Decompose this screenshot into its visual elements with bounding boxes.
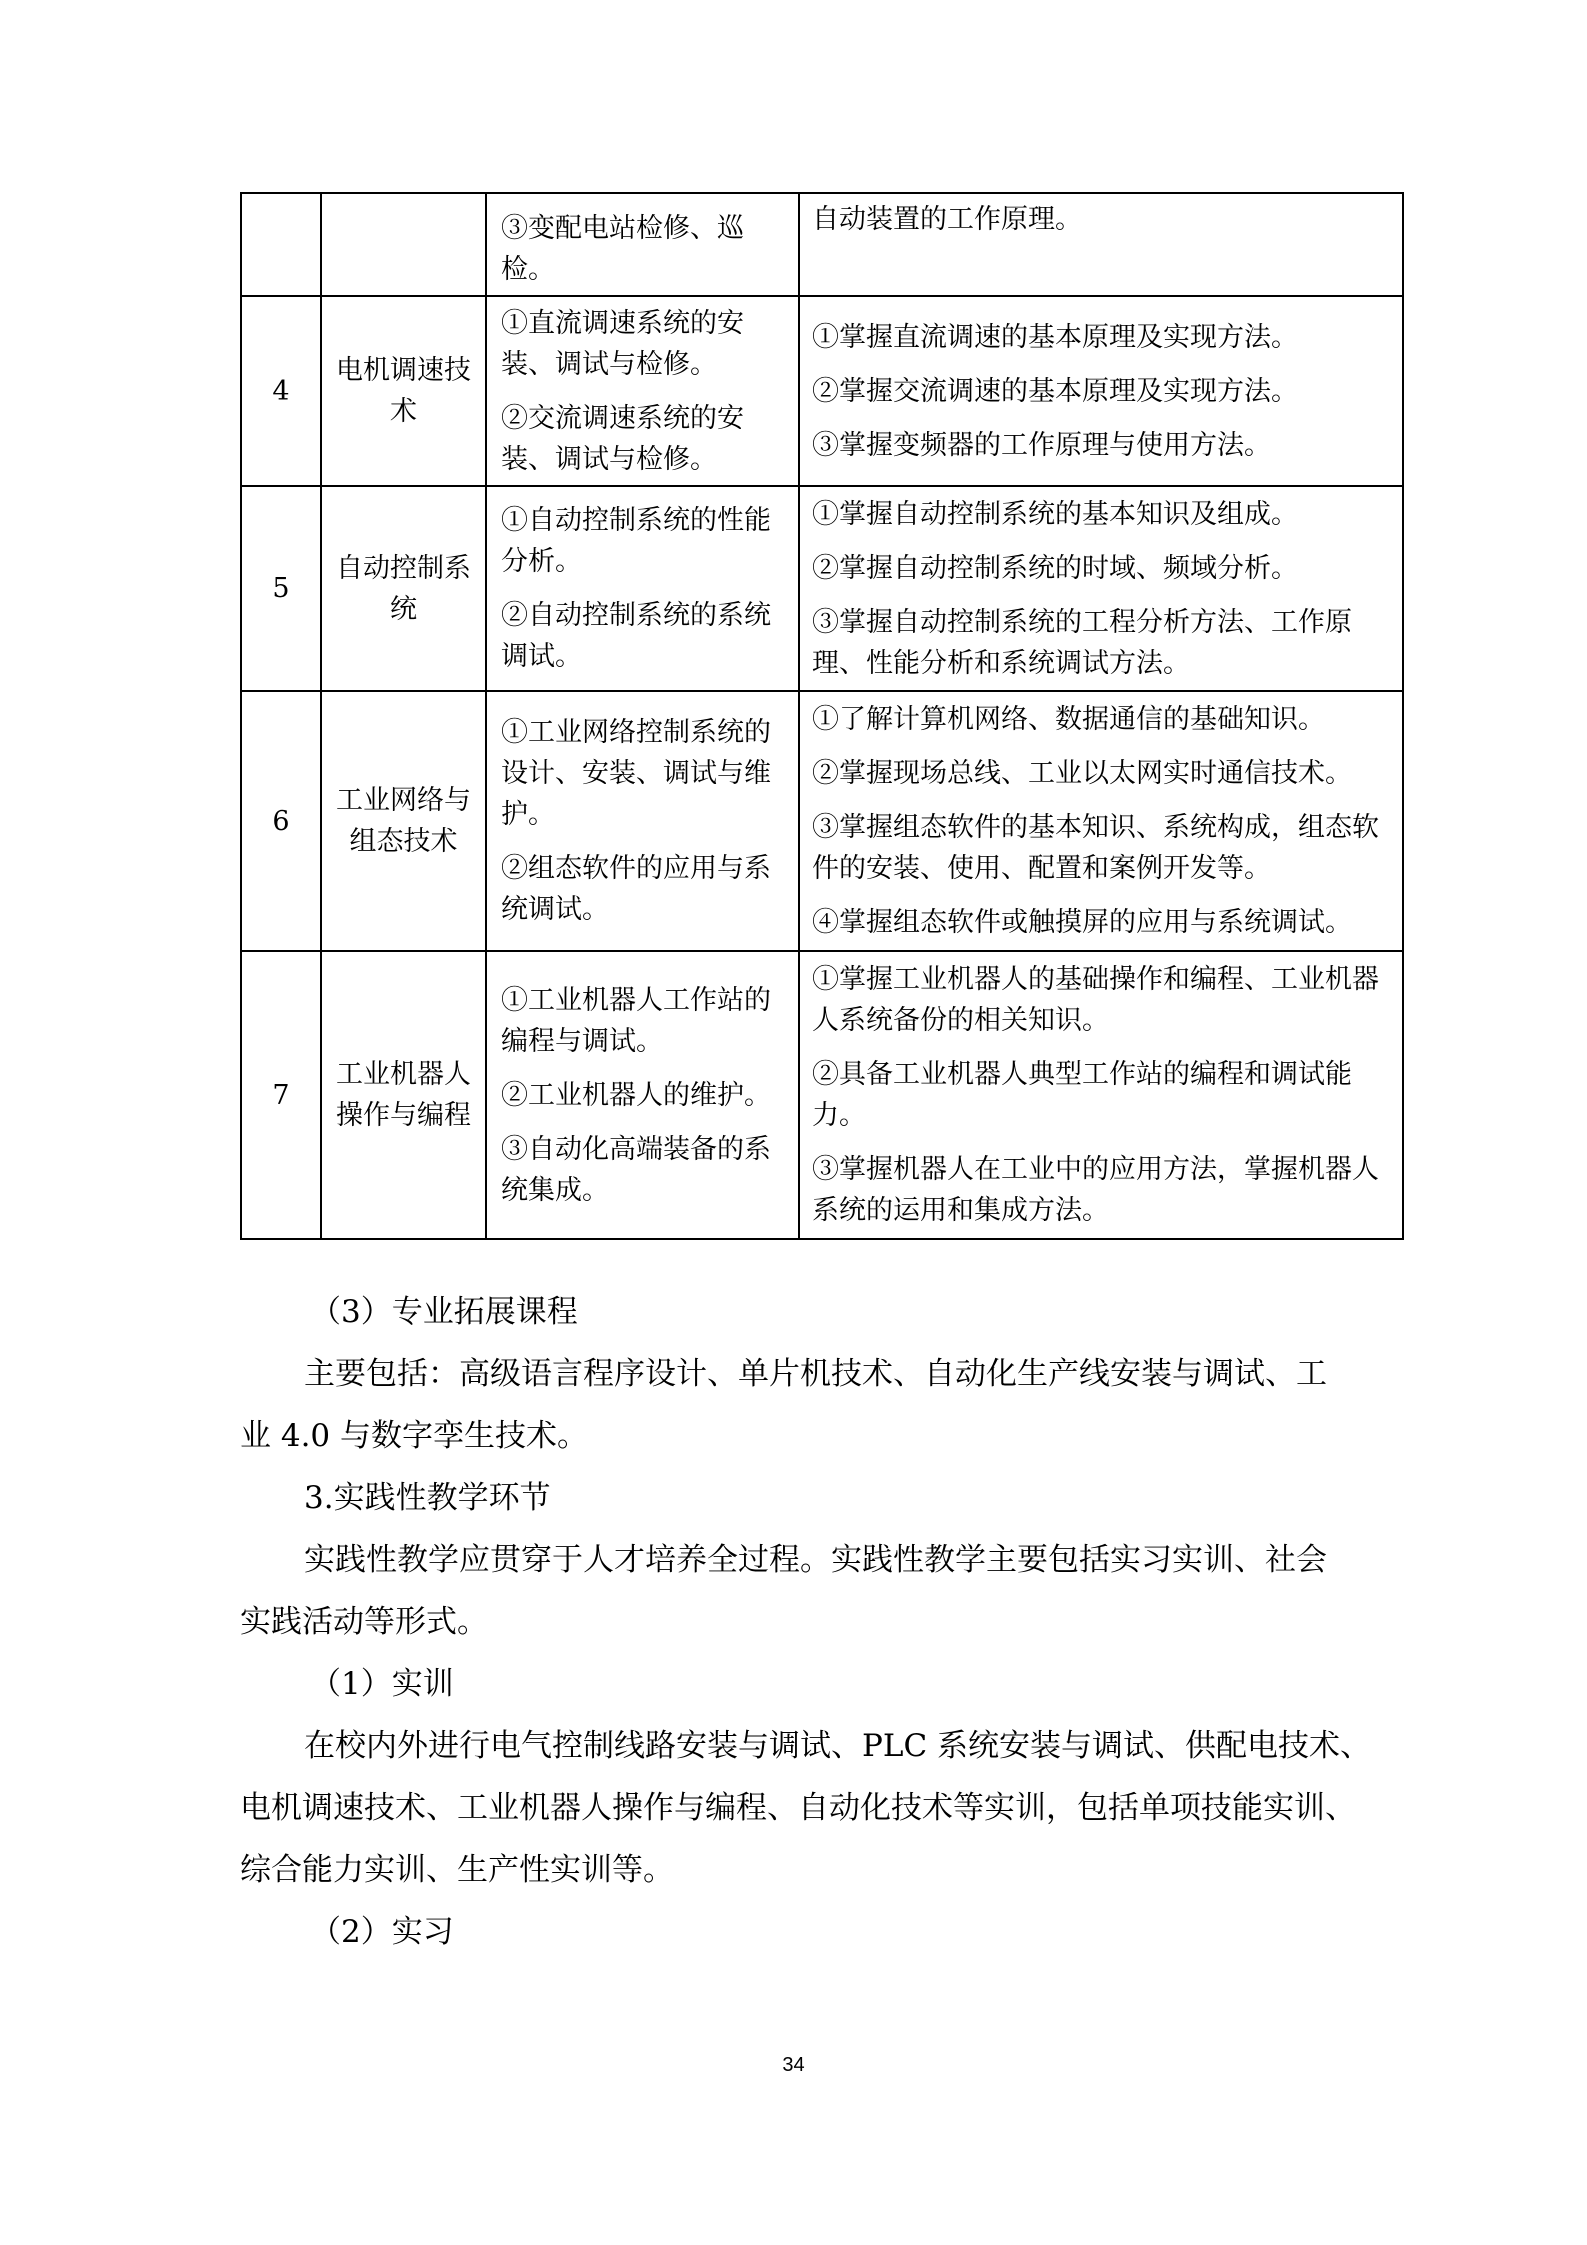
course-requirements <box>799 193 1403 296</box>
course-name: 自动控制系统 <box>321 486 486 691</box>
content-item: ②自动控制系统的系统调试。 <box>501 600 771 672</box>
course-number: 4 <box>241 296 321 486</box>
section-heading: （2）实习 <box>310 1914 454 1950</box>
requirement-item: ③掌握变频器的工作原理与使用方法。 <box>812 429 1271 461</box>
requirement-item: 自动装置的工作原理。 <box>812 204 1082 235</box>
course-table <box>240 192 1404 1240</box>
content-item: ②工业机器人的维护。 <box>501 1079 771 1111</box>
paragraph-line: 实践性教学应贯穿于人才培养全过程。实践性教学主要包括实习实训、社会 <box>304 1542 1327 1578</box>
table-row <box>241 951 1403 1239</box>
paragraph-line: 主要包括：高级语言程序设计、单片机技术、自动化生产线安装与调试、工 <box>304 1356 1327 1392</box>
course-number: 7 <box>241 951 321 1239</box>
section-heading: （3）专业拓展课程 <box>310 1294 578 1330</box>
requirement-item: ③掌握机器人在工业中的应用方法，掌握机器人系统的运用和集成方法。 <box>812 1154 1379 1226</box>
course-content <box>486 951 799 1239</box>
content-item: ①工业机器人工作站的编程与调试。 <box>501 984 771 1057</box>
requirement-item: ①掌握直流调速的基本原理及实现方法。 <box>812 321 1298 353</box>
content-item: ①直流调速系统的安装、调试与检修。 <box>501 307 744 380</box>
course-requirements <box>799 691 1403 951</box>
course-number: 5 <box>241 486 321 691</box>
course-name: 工业网络与组态技术 <box>321 691 486 951</box>
course-number: 6 <box>241 691 321 951</box>
course-name: 工业机器人操作与编程 <box>321 951 486 1239</box>
course-requirements <box>799 296 1403 486</box>
requirement-item: ①了解计算机网络、数据通信的基础知识。 <box>812 704 1325 735</box>
requirement-item: ③掌握组态软件的基本知识、系统构成，组态软件的安装、使用、配置和案例开发等。 <box>812 812 1379 884</box>
course-name <box>321 193 486 296</box>
requirement-item: ①掌握自动控制系统的基本知识及组成。 <box>812 498 1298 530</box>
section-heading: （1）实训 <box>310 1666 454 1702</box>
content-item: ①自动控制系统的性能分析。 <box>501 505 771 577</box>
course-content <box>486 486 799 691</box>
requirement-item: ②掌握交流调速的基本原理及实现方法。 <box>812 375 1298 407</box>
paragraph-line: 综合能力实训、生产性实训等。 <box>240 1852 674 1888</box>
page-number: 34 <box>782 2054 805 2076</box>
course-requirements <box>799 486 1403 691</box>
course-content <box>486 296 799 486</box>
content-item: ②交流调速系统的安装、调试与检修。 <box>501 402 744 475</box>
course-name: 电机调速技术 <box>321 296 486 486</box>
content-item: ③自动化高端装备的系统集成。 <box>501 1133 771 1206</box>
course-content <box>486 193 799 296</box>
requirement-item: ③掌握自动控制系统的工程分析方法、工作原理、性能分析和系统调试方法。 <box>812 606 1352 679</box>
table-row <box>241 193 1403 296</box>
content-item: ②组态软件的应用与系统调试。 <box>501 853 771 925</box>
requirement-item: ④掌握组态软件或触摸屏的应用与系统调试。 <box>812 907 1352 938</box>
requirement-item: ②掌握现场总线、工业以太网实时通信技术。 <box>812 758 1352 789</box>
table-row <box>241 486 1403 691</box>
content-item: ①工业网络控制系统的设计、安装、调试与维护。 <box>501 717 771 830</box>
paragraph-line: 实践活动等形式。 <box>240 1604 488 1640</box>
requirement-item: ②具备工业机器人典型工作站的编程和调试能力。 <box>812 1059 1352 1131</box>
requirement-item: ①掌握工业机器人的基础操作和编程、工业机器人系统备份的相关知识。 <box>812 964 1379 1036</box>
course-number <box>241 193 321 296</box>
course-requirements <box>799 951 1403 1239</box>
table-row <box>241 296 1403 486</box>
section-heading: 3.实践性教学环节 <box>304 1480 551 1516</box>
paragraph-line: 业 4.0 与数字孪生技术。 <box>240 1418 589 1454</box>
requirement-item: ②掌握自动控制系统的时域、频域分析。 <box>812 552 1298 584</box>
paragraph-line: 电机调速技术、工业机器人操作与编程、自动化技术等实训，包括单项技能实训、 <box>240 1790 1356 1826</box>
paragraph-line: 在校内外进行电气控制线路安装与调试、PLC 系统安装与调试、供配电技术、 <box>304 1728 1372 1764</box>
table-row <box>241 691 1403 951</box>
content-item: ③变配电站检修、巡检。 <box>501 213 744 285</box>
course-content <box>486 691 799 951</box>
